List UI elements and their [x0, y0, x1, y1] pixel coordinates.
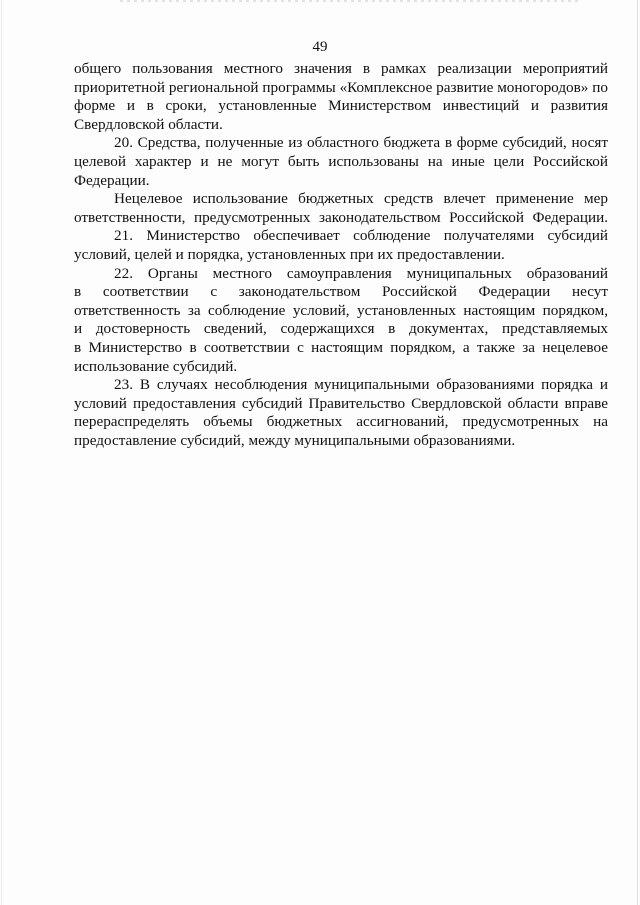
paragraph-22: [74, 265, 608, 377]
text-line: 23. В случаях несоблюдения муниципальными образованиями порядка и: [114, 376, 608, 394]
text-line: и достоверность сведений, содержащихся в документах, представляемых: [74, 320, 608, 338]
text-line: Свердловской области.: [74, 115, 223, 133]
text-line: использование субсидий.: [74, 357, 238, 375]
text-line: предоставление субсидий, между муниципальными образованиями.: [74, 431, 516, 449]
text-line: общего пользования местного значения в рамках реализации мероприятий: [74, 60, 608, 77]
text-line: в Министерство в соответствии с настоящим порядком, а также за нецелевое: [74, 338, 608, 356]
paragraph-23: [74, 376, 608, 450]
text-line: Нецелевое использование бюджетных средств влечет применение мер: [114, 190, 608, 208]
paragraph-20: [74, 134, 608, 190]
scan-edge-top: [120, 0, 580, 2]
text-line: целевой характер и не могут быть использованы на иные цели Российской: [74, 152, 608, 170]
text-line: 22. Органы местного самоуправления муниципальных образований: [114, 264, 608, 282]
scan-edge-right: [637, 0, 638, 905]
text-line: 20. Средства, полученные из областного бюджета в форме субсидий, носят: [114, 134, 608, 152]
text-line: ответственность за соблюдение условий, установленных настоящим порядком,: [74, 301, 608, 319]
text-line: перераспределять объемы бюджетных ассигнований, предусмотренных на: [74, 413, 608, 431]
text-line: условий предоставления субсидий Правительство Свердловской области вправе: [74, 394, 608, 412]
paragraph-21: [74, 227, 608, 264]
text-line: в соответствии с законодательством Российской Федерации несут: [74, 283, 608, 301]
text-line: приоритетной региональной программы «Комплексное развитие моногородов» по: [74, 78, 608, 96]
text-line: ответственности, предусмотренных законодательством Российской Федерации.: [74, 208, 608, 226]
text-line: условий, целей и порядка, установленных при их предоставлении.: [74, 245, 505, 263]
text-line: 21. Министерство обеспечивает соблюдение получателями субсидий: [114, 227, 608, 245]
scan-edge-left: [1, 0, 2, 905]
paragraph-misuse: [74, 190, 608, 227]
text-line: форме и в сроки, установленные Министерством инвестиций и развития: [74, 97, 608, 115]
text-line: Федерации.: [74, 171, 150, 189]
document-body: [74, 60, 608, 450]
page-number: 49: [312, 39, 328, 55]
paragraph-continuation: [74, 60, 608, 134]
